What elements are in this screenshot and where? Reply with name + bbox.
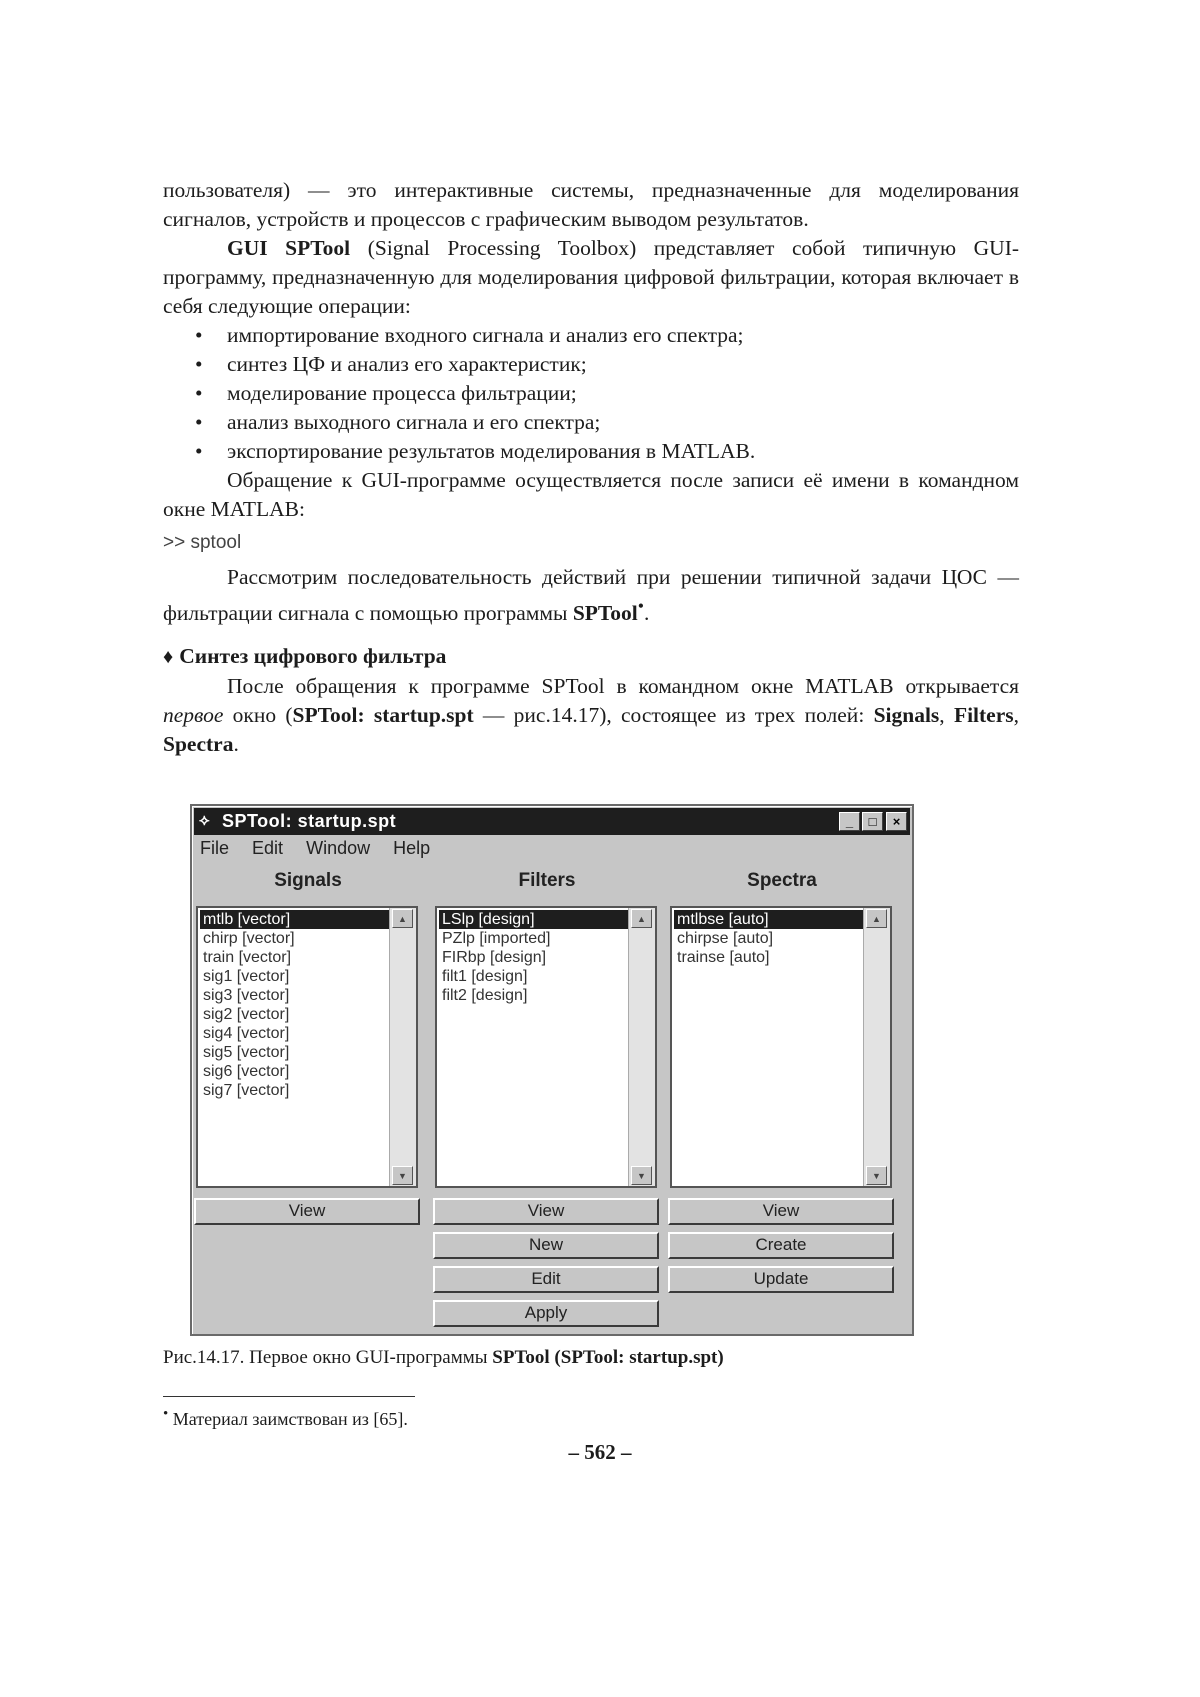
separator: , xyxy=(939,703,945,728)
text-fragment: После обращения к программе SPTool в командном окне MATLAB открывается xyxy=(227,674,1019,699)
scroll-up-icon[interactable]: ▲ xyxy=(866,909,887,928)
list-item[interactable]: filt2 [design] xyxy=(442,987,528,1004)
list-item[interactable]: sig6 [vector] xyxy=(203,1063,290,1080)
list-item: • моделирование процесса фильтрации; xyxy=(163,379,1019,408)
list-item[interactable]: chirp [vector] xyxy=(203,930,295,947)
menu-edit[interactable]: Edit xyxy=(252,838,284,858)
footnote-mark: • xyxy=(637,596,645,616)
scroll-up-icon[interactable]: ▲ xyxy=(631,909,652,928)
window-name-term: SPTool: startup.spt xyxy=(292,703,474,728)
list-item[interactable]: sig2 [vector] xyxy=(203,1006,290,1023)
scroll-up-icon[interactable]: ▲ xyxy=(392,909,413,928)
signals-header: Signals xyxy=(274,870,342,891)
list-item[interactable]: PZlp [imported] xyxy=(442,930,551,947)
spectra-term: Spectra xyxy=(163,732,234,757)
caption-text: Рис.14.17. Первое окно GUI-программы xyxy=(163,1347,488,1368)
title-bar[interactable] xyxy=(194,808,910,835)
diamond-icon: ♦ xyxy=(163,646,174,669)
period: . xyxy=(644,601,650,626)
command-line: >> sptool xyxy=(163,532,242,553)
signals-listbox[interactable] xyxy=(196,906,418,1188)
page-number: – 562 – xyxy=(568,1440,632,1464)
list-item[interactable]: mtlb [vector] xyxy=(200,910,390,929)
separator: , xyxy=(1013,703,1020,728)
page-body xyxy=(163,176,1019,759)
spectra-header: Spectra xyxy=(747,870,817,891)
signals-list xyxy=(200,910,390,1100)
filters-list xyxy=(439,910,629,1005)
filters-header: Filters xyxy=(518,870,576,891)
spectra-list xyxy=(674,910,864,967)
list-item: • экспортирование результатов моделирования в MATLAB. xyxy=(163,437,1019,466)
list-item: • импортирование входного сигнала и анализ его спектра; xyxy=(163,321,1019,350)
list-item[interactable]: LSlp [design] xyxy=(439,910,629,929)
list-item: • синтез ЦФ и анализ его характеристик; xyxy=(163,350,1019,379)
list-item[interactable]: mtlbse [auto] xyxy=(674,910,864,929)
paragraph-invocation: Обращение к GUI-программе осуществляется после записи её имени в командном окне MATLAB: xyxy=(163,468,1019,521)
signals-view-button[interactable]: View xyxy=(194,1198,420,1225)
spectra-update-button[interactable]: Update xyxy=(668,1266,894,1293)
signals-scrollbar[interactable] xyxy=(389,908,416,1186)
footnote xyxy=(163,1406,408,1430)
list-item[interactable]: sig4 [vector] xyxy=(203,1025,290,1042)
list-item[interactable]: train [vector] xyxy=(203,949,292,966)
list-item[interactable]: filt1 [design] xyxy=(442,968,528,985)
filters-term: Filters xyxy=(953,703,1014,728)
spectra-create-button[interactable]: Create xyxy=(668,1232,894,1259)
spectra-scrollbar[interactable] xyxy=(863,908,890,1186)
list-item[interactable]: sig3 [vector] xyxy=(203,987,290,1004)
list-item: • анализ выходного сигнала и его спектра; xyxy=(163,408,1019,437)
sptool-term: SPTool xyxy=(572,601,638,626)
window-title: SPTool: startup.spt xyxy=(222,811,397,831)
section-heading-text: Синтез цифрового фильтра xyxy=(179,644,447,669)
caption-window-name: (SPTool: startup.spt) xyxy=(554,1347,724,1368)
filters-scrollbar[interactable] xyxy=(628,908,655,1186)
spectra-listbox[interactable] xyxy=(670,906,892,1188)
text-fragment: окно ( xyxy=(232,703,293,728)
list-item[interactable]: trainse [auto] xyxy=(677,949,770,966)
list-item[interactable]: sig5 [vector] xyxy=(203,1044,290,1061)
filters-view-button[interactable]: View xyxy=(433,1198,659,1225)
filters-apply-button[interactable]: Apply xyxy=(433,1300,659,1327)
paragraph-intro: пользователя) — это интерактивные системы, предназначенные для моделирования сигналов, устройств и процессов с графическим выводом результатов. xyxy=(163,178,1019,231)
maximize-button[interactable]: □ xyxy=(862,812,883,831)
menu-file[interactable]: File xyxy=(200,838,230,858)
menu-window[interactable]: Window xyxy=(306,838,371,858)
paragraph-sptool-description xyxy=(163,234,1019,321)
filters-edit-button[interactable]: Edit xyxy=(433,1266,659,1293)
caption-sptool: SPTool xyxy=(492,1347,550,1368)
period: . xyxy=(233,732,239,757)
footnote-text: Материал заимствован из [65]. xyxy=(172,1409,408,1429)
list-item[interactable]: sig7 [vector] xyxy=(203,1082,290,1099)
paragraph-first-window xyxy=(163,672,1019,759)
spectra-view-button[interactable]: View xyxy=(668,1198,894,1225)
filters-listbox[interactable] xyxy=(435,906,657,1188)
scroll-down-icon[interactable]: ▼ xyxy=(392,1166,413,1185)
menu-bar xyxy=(200,838,448,859)
matlab-icon: ⟡ xyxy=(199,812,210,829)
menu-help[interactable]: Help xyxy=(393,838,431,858)
section-heading xyxy=(163,642,1019,672)
paragraph-sequence-text: Рассмотрим последовательность действий при решении типичной задачи ЦОС — фильтрации сигнала с помощью программы xyxy=(163,565,1019,626)
list-item[interactable]: FIRbp [design] xyxy=(442,949,547,966)
text-fragment: — рис.14.17), состоящее из трех полей: xyxy=(482,703,865,728)
list-item[interactable]: chirpse [auto] xyxy=(677,930,774,947)
operations-list xyxy=(163,321,1019,466)
signals-term: Signals xyxy=(873,703,940,728)
footnote-divider xyxy=(163,1396,415,1397)
paragraph-sequence xyxy=(163,563,1019,628)
scroll-down-icon[interactable]: ▼ xyxy=(631,1166,652,1185)
paragraph-sptool-text: (Signal Processing Toolbox) представляет собой типичную GUI-программу, предназначенную для моделирования цифровой фильтрации, которая включает в себя следующие операции: xyxy=(163,236,1020,318)
minimize-button[interactable]: _ xyxy=(839,812,860,831)
list-item[interactable]: sig1 [vector] xyxy=(203,968,290,985)
sptool-window xyxy=(190,804,914,1336)
footnote-mark: • xyxy=(163,1406,169,1422)
figure-caption xyxy=(163,1347,724,1369)
scroll-down-icon[interactable]: ▼ xyxy=(866,1166,887,1185)
close-button[interactable]: × xyxy=(886,812,907,831)
gui-sptool-term: GUI SPTool xyxy=(227,236,351,260)
filters-new-button[interactable]: New xyxy=(433,1232,659,1259)
emphasis-first: первое xyxy=(163,703,224,728)
